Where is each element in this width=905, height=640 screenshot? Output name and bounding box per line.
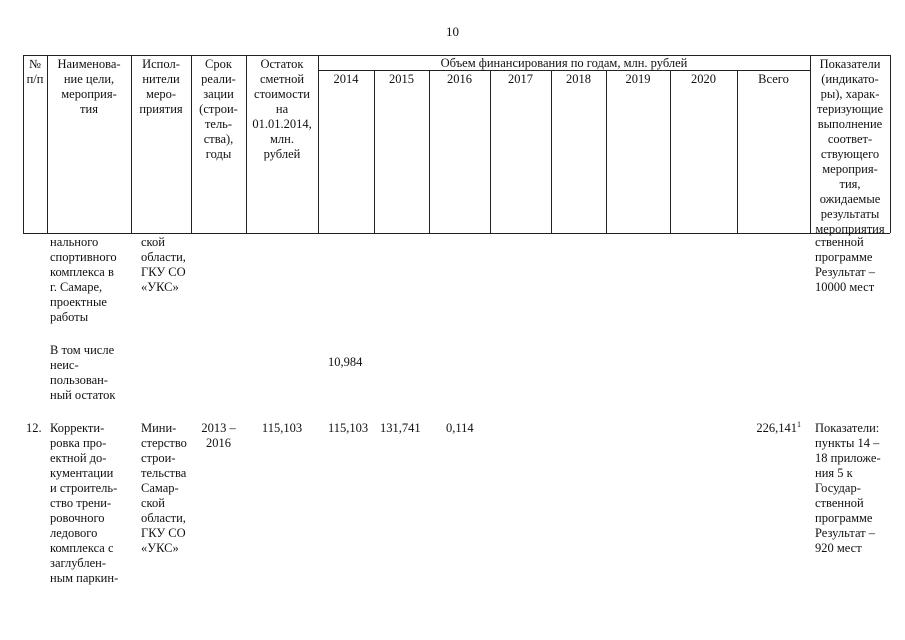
row-12-name: Корректи- ровка про- ектной до- кументации и строитель- ство трени- ровочного ледового комплекса с заглублен- ным паркин-	[50, 421, 119, 585]
row-12-total	[737, 421, 801, 436]
row-12-number: 12.	[26, 421, 42, 435]
unused-balance-label: В том числе неис- пользован- ный остаток	[50, 343, 116, 402]
row-12-total-value: 226,141	[756, 421, 797, 435]
row-12-2015: 131,741	[380, 421, 421, 435]
col-border	[490, 70, 491, 233]
header-executor: Испол- нители меро- приятия	[139, 57, 183, 116]
col-border	[670, 70, 671, 233]
header-year-2019: 2019	[625, 72, 651, 86]
page-number: 10	[446, 24, 459, 39]
row-12-balance: 115,103	[261, 421, 303, 435]
header-year-2018: 2018	[566, 72, 591, 86]
unused-balance-2014: 10,984	[328, 355, 363, 369]
header-funding-title: Объем финансирования по годам, млн. рублей	[440, 56, 688, 70]
header-year-2016: 2016	[447, 72, 472, 86]
header-year-2017: 2017	[508, 72, 533, 86]
header-name: Наименова- ние цели, мероприя- тия	[57, 57, 121, 116]
continued-row-indicators: ственной программе Результат – 10000 мест	[815, 235, 876, 294]
header-year-2015: 2015	[389, 72, 414, 86]
header-term: Срок реали- зации (строи- тель- ства), годы	[199, 57, 238, 161]
row-12-term: 2013 – 2016	[201, 421, 236, 450]
continued-row-executor: ской области, ГКУ СО «УКС»	[141, 235, 186, 294]
row-12-2016: 0,114	[446, 421, 474, 435]
header-year-2020: 2020	[691, 72, 716, 86]
header-bottom-border	[23, 233, 890, 234]
col-border	[551, 70, 552, 233]
row-12-total-footnote: 1	[797, 419, 801, 429]
col-border	[429, 70, 430, 233]
continued-row-name: нального спортивного комплекса в г. Самаре, проектные работы	[50, 235, 117, 324]
col-border	[374, 70, 375, 233]
row-12-indicators: Показатели: пункты 14 – 18 приложе- ния 5 к Государ- ственной программе Результат – 920 мест	[815, 421, 881, 555]
col-border	[606, 70, 607, 233]
header-year-2014: 2014	[333, 72, 359, 86]
header-number: № п/п	[26, 57, 44, 86]
row-12-executor: Мини- стерство строи- тельства Самар- ской области, ГКУ СО «УКС»	[141, 421, 187, 555]
header-indicators: Показатели (индикато- ры), харак- теризующие выполнение соответ- ствующего мероприя- тия, ожидаемые результаты мероприятия	[815, 57, 885, 236]
col-border	[890, 55, 891, 233]
row-12-2014: 115,103	[328, 421, 369, 435]
header-total: Всего	[758, 72, 789, 86]
header-balance: Остаток сметной стоимости на 01.01.2014, млн. рублей	[252, 57, 312, 161]
col-border	[737, 70, 738, 233]
